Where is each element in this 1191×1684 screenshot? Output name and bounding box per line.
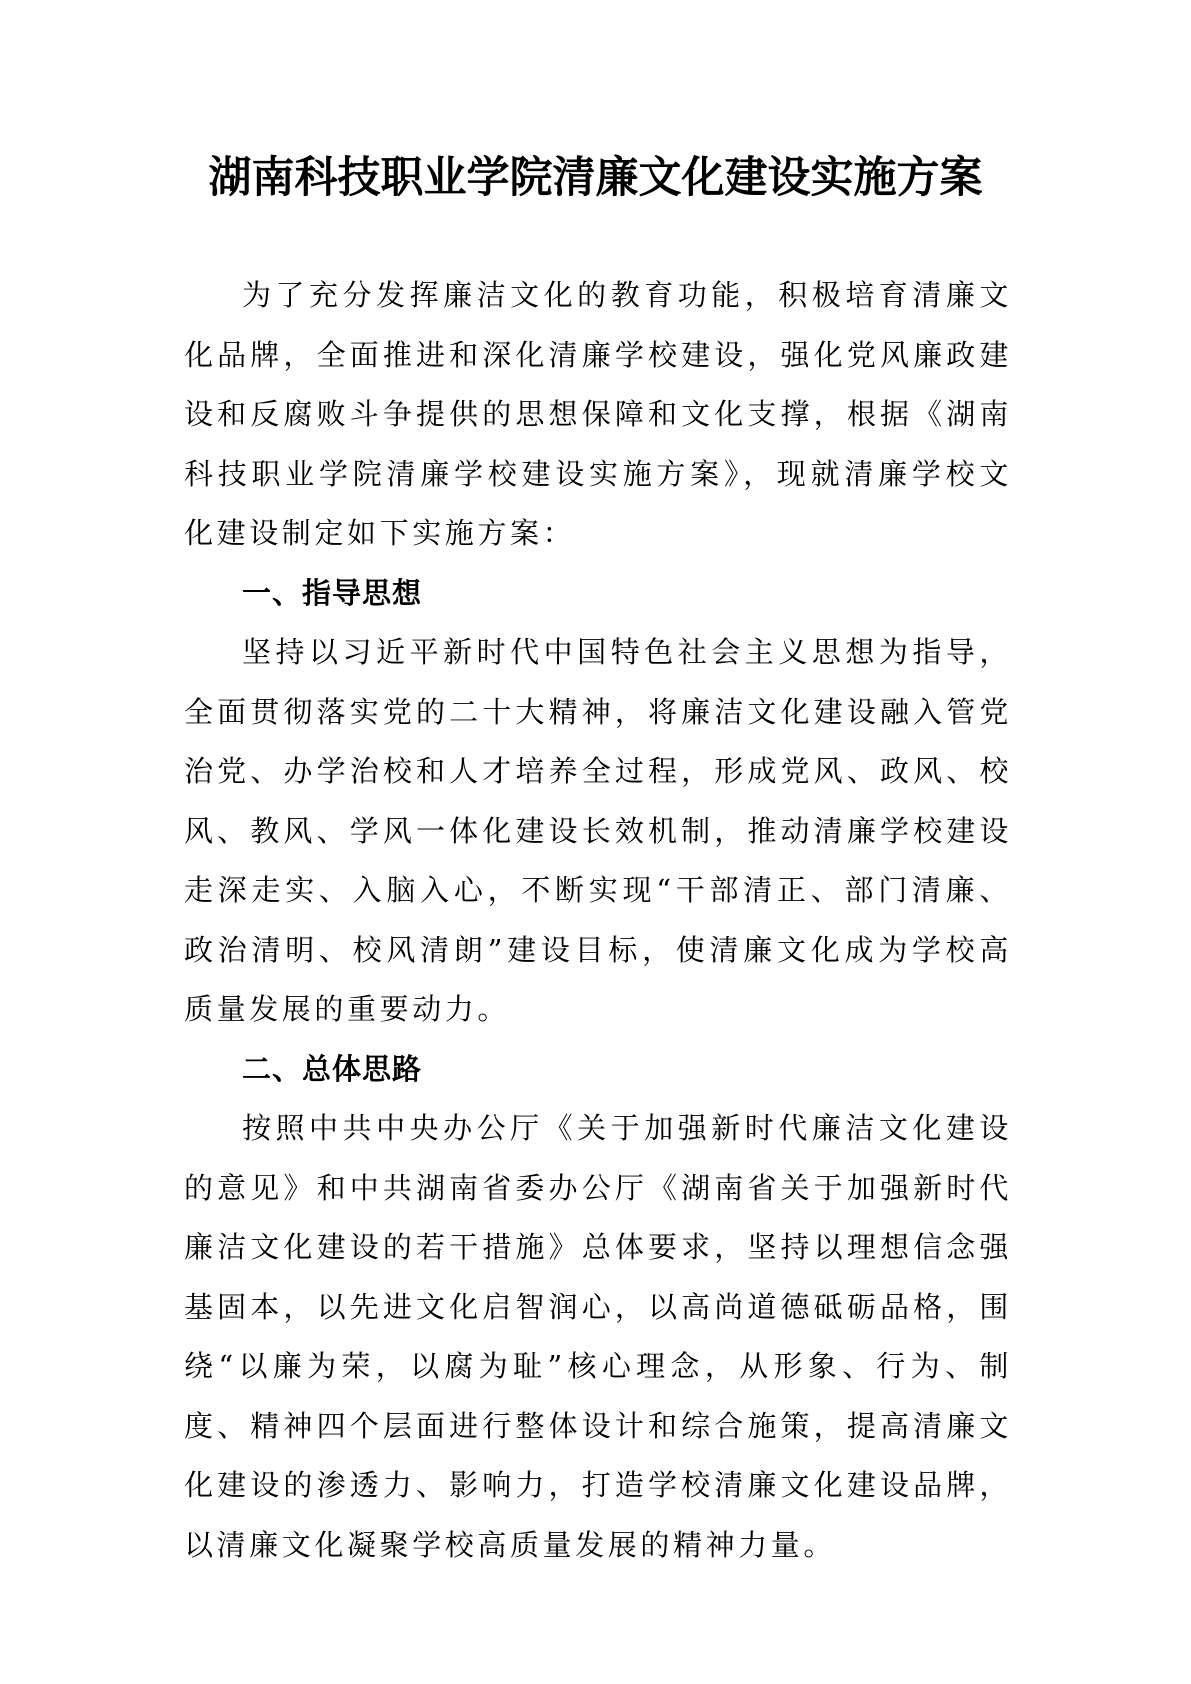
section-heading-guiding-ideology: 一、指导思想 [242,575,423,610]
intro-paragraph: 为了充分发挥廉洁文化的教育功能，积极培育清廉文化品牌，全面推进和深化清廉学校建设，强化党风廉政建设和反腐败斗争提供的思想保障和文化支撑，根据《湖南科技职业学院清廉学校建设实施方案》，现就清廉学校文化建设制定如下实施方案： [184,278,1012,550]
section-heading-overall-approach: 二、总体思路 [242,1051,423,1086]
section-paragraph-overall-approach: 按照中共中央办公厅《关于加强新时代廉洁文化建设的意见》和中共湖南省委办公厅《湖南省关于加强新时代廉洁文化建设的若干措施》总体要求，坚持以理想信念强基固本，以先进文化启智润心，以高尚道德砥砺品格，围绕“以廉为荣，以腐为耻”核心理念，从形象、行为、制度、精神四个层面进行整体设计和综合施策，提高清廉文化建设的渗透力、影响力，打造学校清廉文化建设品牌，以清廉文化凝聚学校高质量发展的精神力量。 [184,1111,1012,1562]
section-paragraph-guiding-ideology: 坚持以习近平新时代中国特色社会主义思想为指导，全面贯彻落实党的二十大精神，将廉洁文化建设融入管党治党、办学治校和人才培养全过程，形成党风、政风、校风、教风、学风一体化建设长效机制，推动清廉学校建设走深走实、入脑入心，不断实现“干部清正、部门清廉、政治清明、校风清朗”建设目标，使清廉文化成为学校高质量发展的重要动力。 [184,635,1012,1026]
document-title: 湖南科技职业学院清廉文化建设实施方案 [208,153,983,203]
document-body [184,266,1012,1575]
